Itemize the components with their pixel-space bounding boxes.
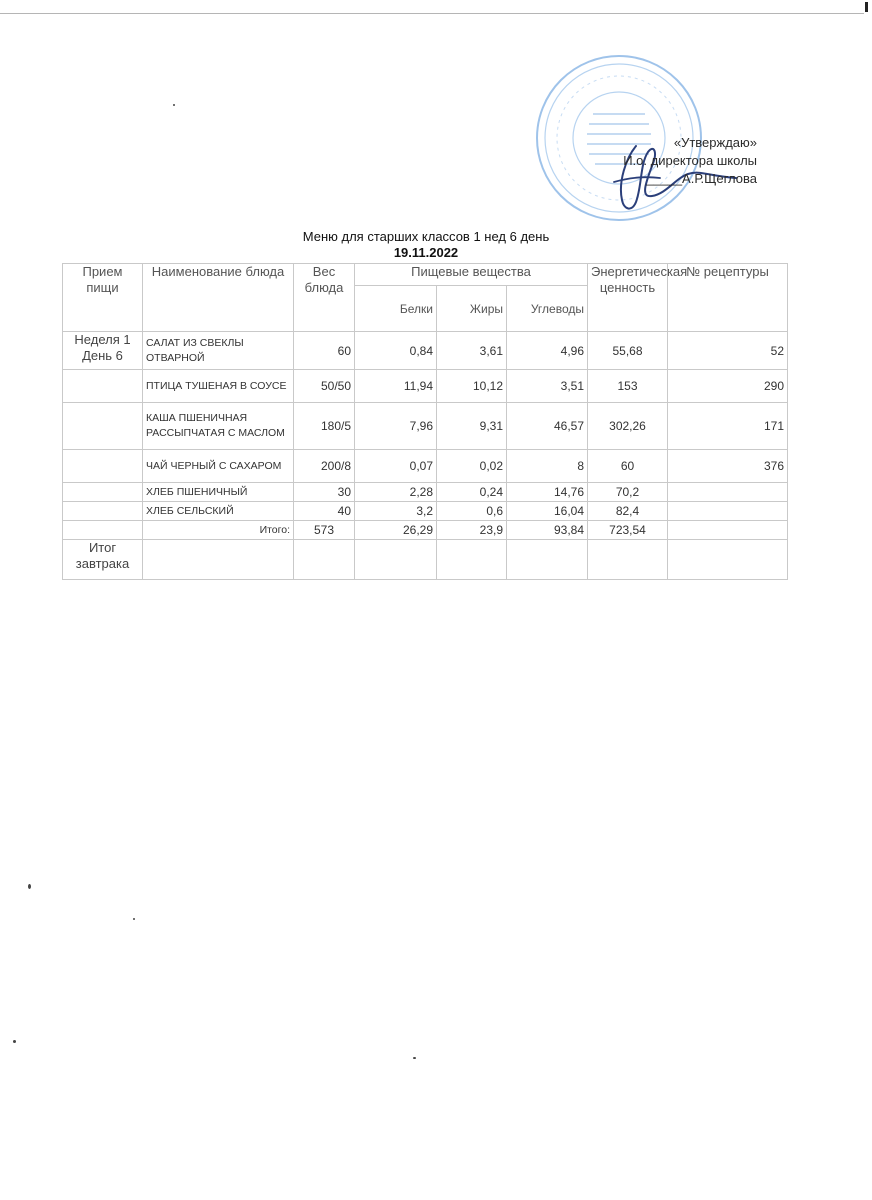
dish-fat: 10,12	[437, 370, 507, 403]
header-recipe: № рецептуры	[668, 264, 788, 332]
dish-name: САЛАТ ИЗ СВЕКЛЫ ОТВАРНОЙ	[143, 332, 294, 370]
dish-recipe: 52	[668, 332, 788, 370]
total-energy: 723,54	[588, 521, 668, 540]
table-row	[63, 370, 788, 403]
dish-fat: 0,6	[437, 502, 507, 521]
total-carbs: 93,84	[507, 521, 588, 540]
dish-recipe: 376	[668, 450, 788, 483]
dish-protein: 3,2	[355, 502, 437, 521]
total-recipe	[668, 521, 788, 540]
page-title	[0, 229, 852, 261]
dish-carbs: 8	[507, 450, 588, 483]
approval-position: И.о. директора школы	[623, 153, 757, 168]
dish-carbs: 3,51	[507, 370, 588, 403]
total-fat: 23,9	[437, 521, 507, 540]
dish-name: ЧАЙ ЧЕРНЫЙ С САХАРОМ	[143, 450, 294, 483]
dish-protein: 11,94	[355, 370, 437, 403]
scan-speck	[413, 1057, 416, 1059]
dish-fat: 9,31	[437, 403, 507, 450]
dish-energy: 153	[588, 370, 668, 403]
dish-energy: 302,26	[588, 403, 668, 450]
header-protein: Белки	[355, 286, 437, 332]
scan-speck	[133, 918, 135, 920]
menu-date: 19.11.2022	[393, 245, 459, 260]
header-fat: Жиры	[437, 286, 507, 332]
dish-carbs: 4,96	[507, 332, 588, 370]
total-weight: 573	[294, 521, 355, 540]
dish-weight: 50/50	[294, 370, 355, 403]
header-dish: Наименование блюда	[143, 264, 294, 332]
dish-energy: 60	[588, 450, 668, 483]
dish-weight: 30	[294, 483, 355, 502]
approval-title: «Утверждаю»	[673, 135, 757, 150]
table-row	[63, 483, 788, 502]
dish-recipe: 290	[668, 370, 788, 403]
scan-speck	[28, 884, 31, 889]
dish-protein: 2,28	[355, 483, 437, 502]
dish-name: ПТИЦА ТУШЕНАЯ В СОУСЕ	[143, 370, 294, 403]
approval-name: _____А.Р.Щеглова	[645, 171, 757, 186]
dish-name: ХЛЕБ ПШЕНИЧНЫЙ	[143, 483, 294, 502]
summary-label: Итог завтрака	[63, 540, 143, 580]
menu-title: Меню для старших классов 1 нед 6 день	[302, 229, 550, 244]
dish-fat: 0,24	[437, 483, 507, 502]
dish-weight: 200/8	[294, 450, 355, 483]
top-border-line	[0, 13, 864, 14]
dish-recipe	[668, 502, 788, 521]
approval-block	[623, 134, 757, 188]
table-header-row	[63, 264, 788, 286]
dish-carbs: 16,04	[507, 502, 588, 521]
dish-fat: 0,02	[437, 450, 507, 483]
dish-protein: 0,84	[355, 332, 437, 370]
table-row	[63, 502, 788, 521]
header-weight: Вес блюда	[294, 264, 355, 332]
dish-weight: 60	[294, 332, 355, 370]
total-protein: 26,29	[355, 521, 437, 540]
dish-carbs: 46,57	[507, 403, 588, 450]
header-nutrients: Пищевые вещества	[355, 264, 588, 286]
total-row	[63, 521, 788, 540]
menu-table	[62, 263, 788, 580]
header-carbs: Углеводы	[507, 286, 588, 332]
table-row	[63, 450, 788, 483]
table-row	[63, 403, 788, 450]
dish-energy: 82,4	[588, 502, 668, 521]
table-row	[63, 332, 788, 370]
dish-energy: 70,2	[588, 483, 668, 502]
dish-protein: 7,96	[355, 403, 437, 450]
dish-weight: 180/5	[294, 403, 355, 450]
meal-label: Неделя 1 День 6	[63, 332, 143, 370]
header-energy: Энергетическая ценность	[588, 264, 668, 332]
dish-name: ХЛЕБ СЕЛЬСКИЙ	[143, 502, 294, 521]
summary-row	[63, 540, 788, 580]
dish-name: КАША ПШЕНИЧНАЯ РАССЫПЧАТАЯ С МАСЛОМ	[143, 403, 294, 450]
header-meal: Прием пищи	[63, 264, 143, 332]
dish-recipe: 171	[668, 403, 788, 450]
dish-recipe	[668, 483, 788, 502]
scan-speck	[173, 104, 175, 106]
total-label: Итого:	[143, 521, 294, 540]
dish-carbs: 14,76	[507, 483, 588, 502]
dish-protein: 0,07	[355, 450, 437, 483]
scan-speck	[13, 1040, 16, 1043]
dish-fat: 3,61	[437, 332, 507, 370]
dish-energy: 55,68	[588, 332, 668, 370]
page-corner-mark	[865, 2, 868, 12]
dish-weight: 40	[294, 502, 355, 521]
